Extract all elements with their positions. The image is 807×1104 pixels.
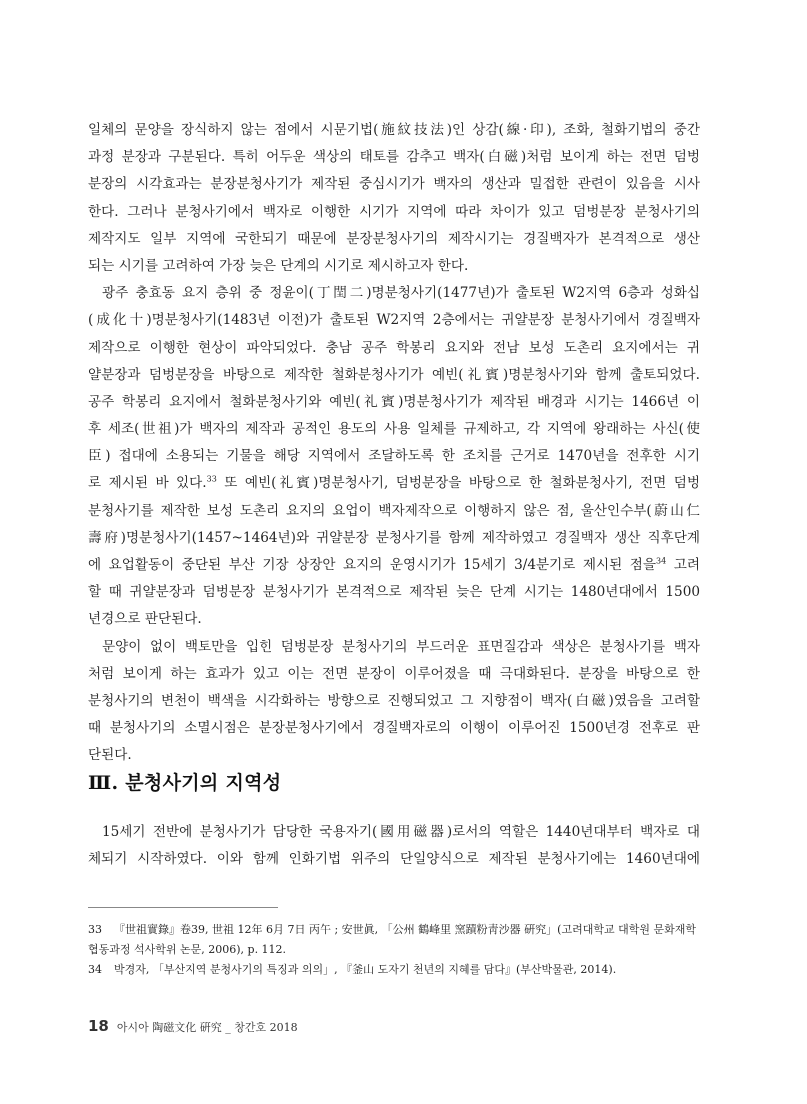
- paragraph-line: 분청사기를 제작한 보성 도촌리 요지의 요업이 백자제작으로 이행하지 않은 점, 울산인수부(蔚山仁: [88, 502, 700, 519]
- journal-title: 아시아 陶磁文化 硏究 _ 창간호 2018: [116, 1021, 298, 1034]
- paragraph-line: 제작으로 이행한 현상이 파악되었다. 충남 공주 학봉리 요지와 전남 보성 도촌리 요지에서는 귀: [88, 339, 700, 356]
- paragraph-line: 체되기 시작하였다. 이와 함께 인화기법 위주의 단일양식으로 제작된 분청사기에는 1460년대에: [88, 851, 700, 868]
- line-part: 로 제시된 바 있다.: [88, 475, 207, 492]
- body-paragraphs: [88, 117, 700, 770]
- paragraph-line: 분장의 시각효과는 분장분청사기가 제작된 중심시기가 백자의 생산과 밀접한 관련이 있음을 시사: [88, 176, 700, 193]
- paragraph-line: 되는 시기를 고려하여 가장 늦은 단계의 시기로 제시하고자 한다.: [88, 257, 469, 274]
- paragraph-line: [88, 552, 700, 579]
- footnote-ref-33[interactable]: 33: [206, 474, 217, 484]
- line-part: 고려: [673, 557, 700, 573]
- paragraph-line: 일체의 문양을 장식하지 않는 점에서 시문기법(施紋技法)인 상감(線·印), 조화, 철화기법의 중간: [88, 122, 700, 138]
- line-part: 에 요업활동이 중단된 부산 기장 상장안 요지의 운영시기가 15세기 3/4분기로 제시된 점을: [88, 557, 657, 573]
- paragraph-line: 문양이 없이 백토만을 입힌 덤벙분장 분청사기의 부드러운 표면질감과 색상은 분청사기를 백자: [102, 638, 700, 655]
- paragraph-line: 과정 분장과 구분된다. 특히 어두운 색상의 태토를 감추고 백자(白磁)처럼 보이게 하는 전면 덤벙: [88, 149, 700, 166]
- paragraph-line: 15세기 전반에 분청사기가 담당한 국용자기(國用磁器)로서의 역할은 1440년대부터 백자로 대: [102, 824, 700, 840]
- page-footer: [88, 1017, 298, 1035]
- footnote-number: 34: [88, 963, 102, 976]
- footnote-text: 박경자, 「부산지역 분청사기의 특징과 의의」, 『釜山 도자기 천년의 지혜를 담다』(부산박물관, 2014).: [114, 963, 617, 976]
- paragraph-line: 壽府)명분청사기(1457~1464년)와 귀얄분장 분청사기를 함께 제작하였고 경질백자 생산 직후단계: [88, 529, 700, 546]
- line-part: 또 예빈(礼賓)명분청사기, 덤벙분장을 바탕으로 한 철화분청사기, 전면 덤벙: [224, 475, 700, 492]
- page-number: 18: [88, 1017, 109, 1035]
- section-heading: Ⅲ. 분청사기의 지역성: [88, 772, 282, 794]
- footnote-33-continued: 협동과정 석사학위 논문, 2006), p. 112.: [88, 943, 287, 956]
- footnote-ref-34[interactable]: 34: [656, 556, 667, 566]
- paragraph-line: 후 세조(世祖)가 백자의 제작과 공적인 용도의 사용 일체를 규제하고, 각 지역에 왕래하는 사신(使: [88, 421, 700, 438]
- paragraph-line: 광주 충효동 요지 층위 중 정윤이(丁閏二)명분청사기(1477년)가 출토된 W2지역 6층과 성화십: [102, 285, 700, 302]
- paragraph-line: 얄분장과 덤벙분장을 바탕으로 제작한 철화분청사기가 예빈(礼賓)명분청사기와 함께 출토되었다.: [88, 366, 700, 383]
- paragraph-line: 제작지도 일부 지역에 국한되기 때문에 분장분청사기의 제작시기는 경질백자가 본격적으로 생산: [88, 230, 700, 247]
- paragraph-line: 단된다.: [88, 747, 132, 764]
- paragraph-line: 할 때 귀얄분장과 덤벙분장 분청사기가 본격적으로 제작된 늦은 단계 시기는 1480년대에서 1500: [88, 584, 700, 601]
- paragraph-line: 때 분청사기의 소멸시점은 분장분청사기에서 경질백자로의 이행이 이루어진 1500년경 전후로 판: [88, 720, 700, 737]
- paragraph-line: (成化十)명분청사기(1483년 이전)가 출토된 W2지역 2층에서는 귀얄분장 분청사기에서 경질백자: [88, 312, 700, 329]
- footnote-34: [88, 960, 700, 980]
- footnote-33: [88, 920, 700, 940]
- section-paragraph: [88, 819, 700, 873]
- footnotes: [88, 920, 700, 980]
- paragraph-line: 공주 학봉리 요지에서 철화분청사기와 예빈(礼賓)명분청사기가 제작된 배경과 시기는 1466년 이: [88, 393, 700, 410]
- footnote-number: 33: [88, 923, 102, 936]
- paragraph-line: 분청사기의 변천이 백색을 시각화하는 방향으로 진행되었고 그 지향점이 백자(白磁)였음을 고려할: [88, 692, 700, 709]
- footnote-text: 『世祖實錄』卷39, 世祖 12年 6月 7日 丙午 ; 安世眞, 「公州 鶴峰里 窯蹟粉靑沙器 硏究」(고려대학교 대학원 문화재학: [114, 923, 696, 936]
- footnote-divider: [88, 907, 278, 908]
- paragraph-line: [88, 470, 700, 497]
- paragraph-line: 년경으로 판단된다.: [88, 611, 202, 628]
- paragraph-line: 한다. 그러나 분청사기에서 백자로 이행한 시기가 지역에 따라 차이가 있고 덤벙분장 분청사기의: [88, 203, 700, 220]
- paragraph-line: 臣) 접대에 소용되는 기물을 해당 지역에서 조달하도록 한 조치를 근거로 1470년을 전후한 시기: [88, 448, 700, 465]
- paragraph-line: 처럼 보이게 하는 효과가 있고 이는 전면 분장이 이루어졌을 때 극대화된다. 분장을 바탕으로 한: [88, 665, 700, 682]
